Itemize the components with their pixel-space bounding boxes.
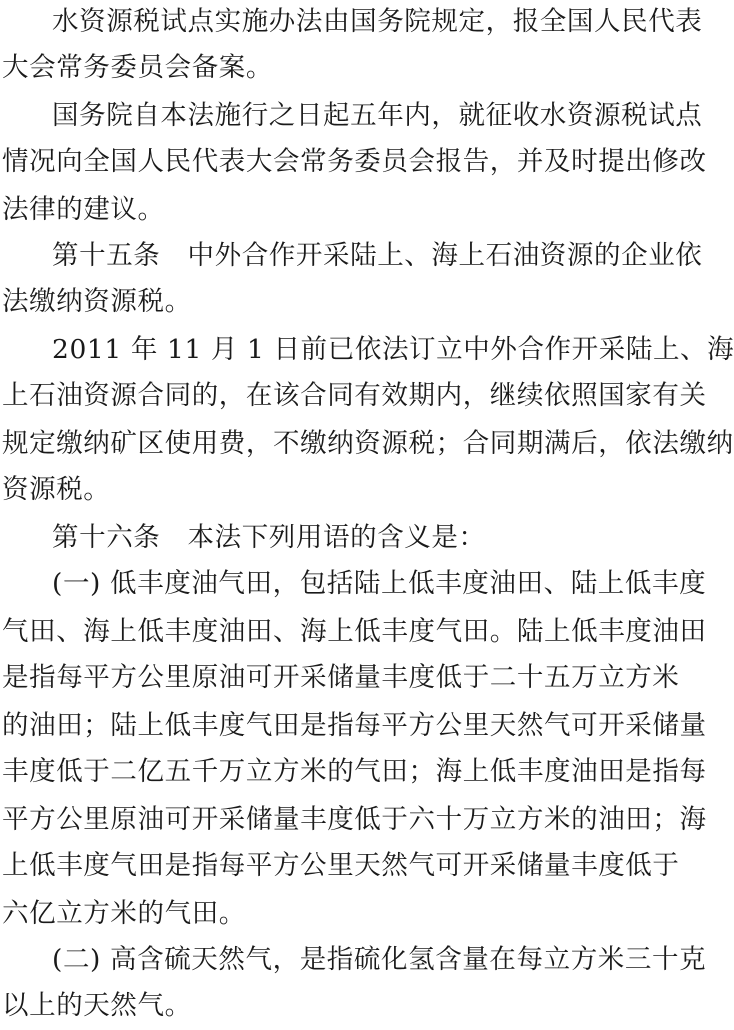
paragraph-line: 规定缴纳矿区使用费，不缴纳资源税；合同期满后，依法缴纳 bbox=[2, 428, 734, 459]
paragraph-line: 大会常务委员会备案。 bbox=[2, 52, 273, 83]
paragraph-line: 法缴纳资源税。 bbox=[2, 286, 192, 317]
paragraph-line: 国务院自本法施行之日起五年内，就征收水资源税试点 bbox=[52, 100, 703, 131]
paragraph-line: 平方公里原油可开采储量丰度低于六十万立方米的油田；海 bbox=[2, 804, 707, 835]
paragraph-line: 六亿立方米的气田。 bbox=[2, 898, 246, 929]
paragraph-line: 是指每平方公里原油可开采储量丰度低于二十五万立方米 bbox=[2, 662, 680, 693]
paragraph-line: 法律的建议。 bbox=[2, 194, 165, 225]
definition-1-line: (一) 低丰度油气田，包括陆上低丰度油田、陆上低丰度 bbox=[52, 568, 707, 599]
article-15-line: 第十五条 中外合作开采陆上、海上石油资源的企业依 bbox=[52, 240, 703, 271]
paragraph-line: 情况向全国人民代表大会常务委员会报告，并及时提出修改 bbox=[2, 146, 707, 177]
article-16-line: 第十六条 本法下列用语的含义是： bbox=[52, 522, 486, 553]
paragraph-line: 气田、海上低丰度油田、海上低丰度气田。陆上低丰度油田 bbox=[2, 616, 707, 647]
paragraph-line: 丰度低于二亿五千万立方米的气田；海上低丰度油田是指每 bbox=[2, 756, 707, 787]
definition-2-line: (二) 高含硫天然气，是指硫化氢含量在每立方米三十克 bbox=[52, 944, 707, 975]
paragraph-line: 的油田；陆上低丰度气田是指每平方公里天然气可开采储量 bbox=[2, 710, 707, 741]
paragraph-line: 2011 年 11 月 1 日前已依法订立中外合作开采陆上、海 bbox=[52, 334, 734, 365]
paragraph-line: 以上的天然气。 bbox=[2, 990, 192, 1021]
paragraph-line: 上石油资源合同的，在该合同有效期内，继续依照国家有关 bbox=[2, 380, 707, 411]
paragraph-line: 水资源税试点实施办法由国务院规定，报全国人民代表 bbox=[52, 6, 703, 37]
paragraph-line: 上低丰度气田是指每平方公里天然气可开采储量丰度低于 bbox=[2, 850, 680, 881]
paragraph-line: 资源税。 bbox=[2, 474, 111, 505]
